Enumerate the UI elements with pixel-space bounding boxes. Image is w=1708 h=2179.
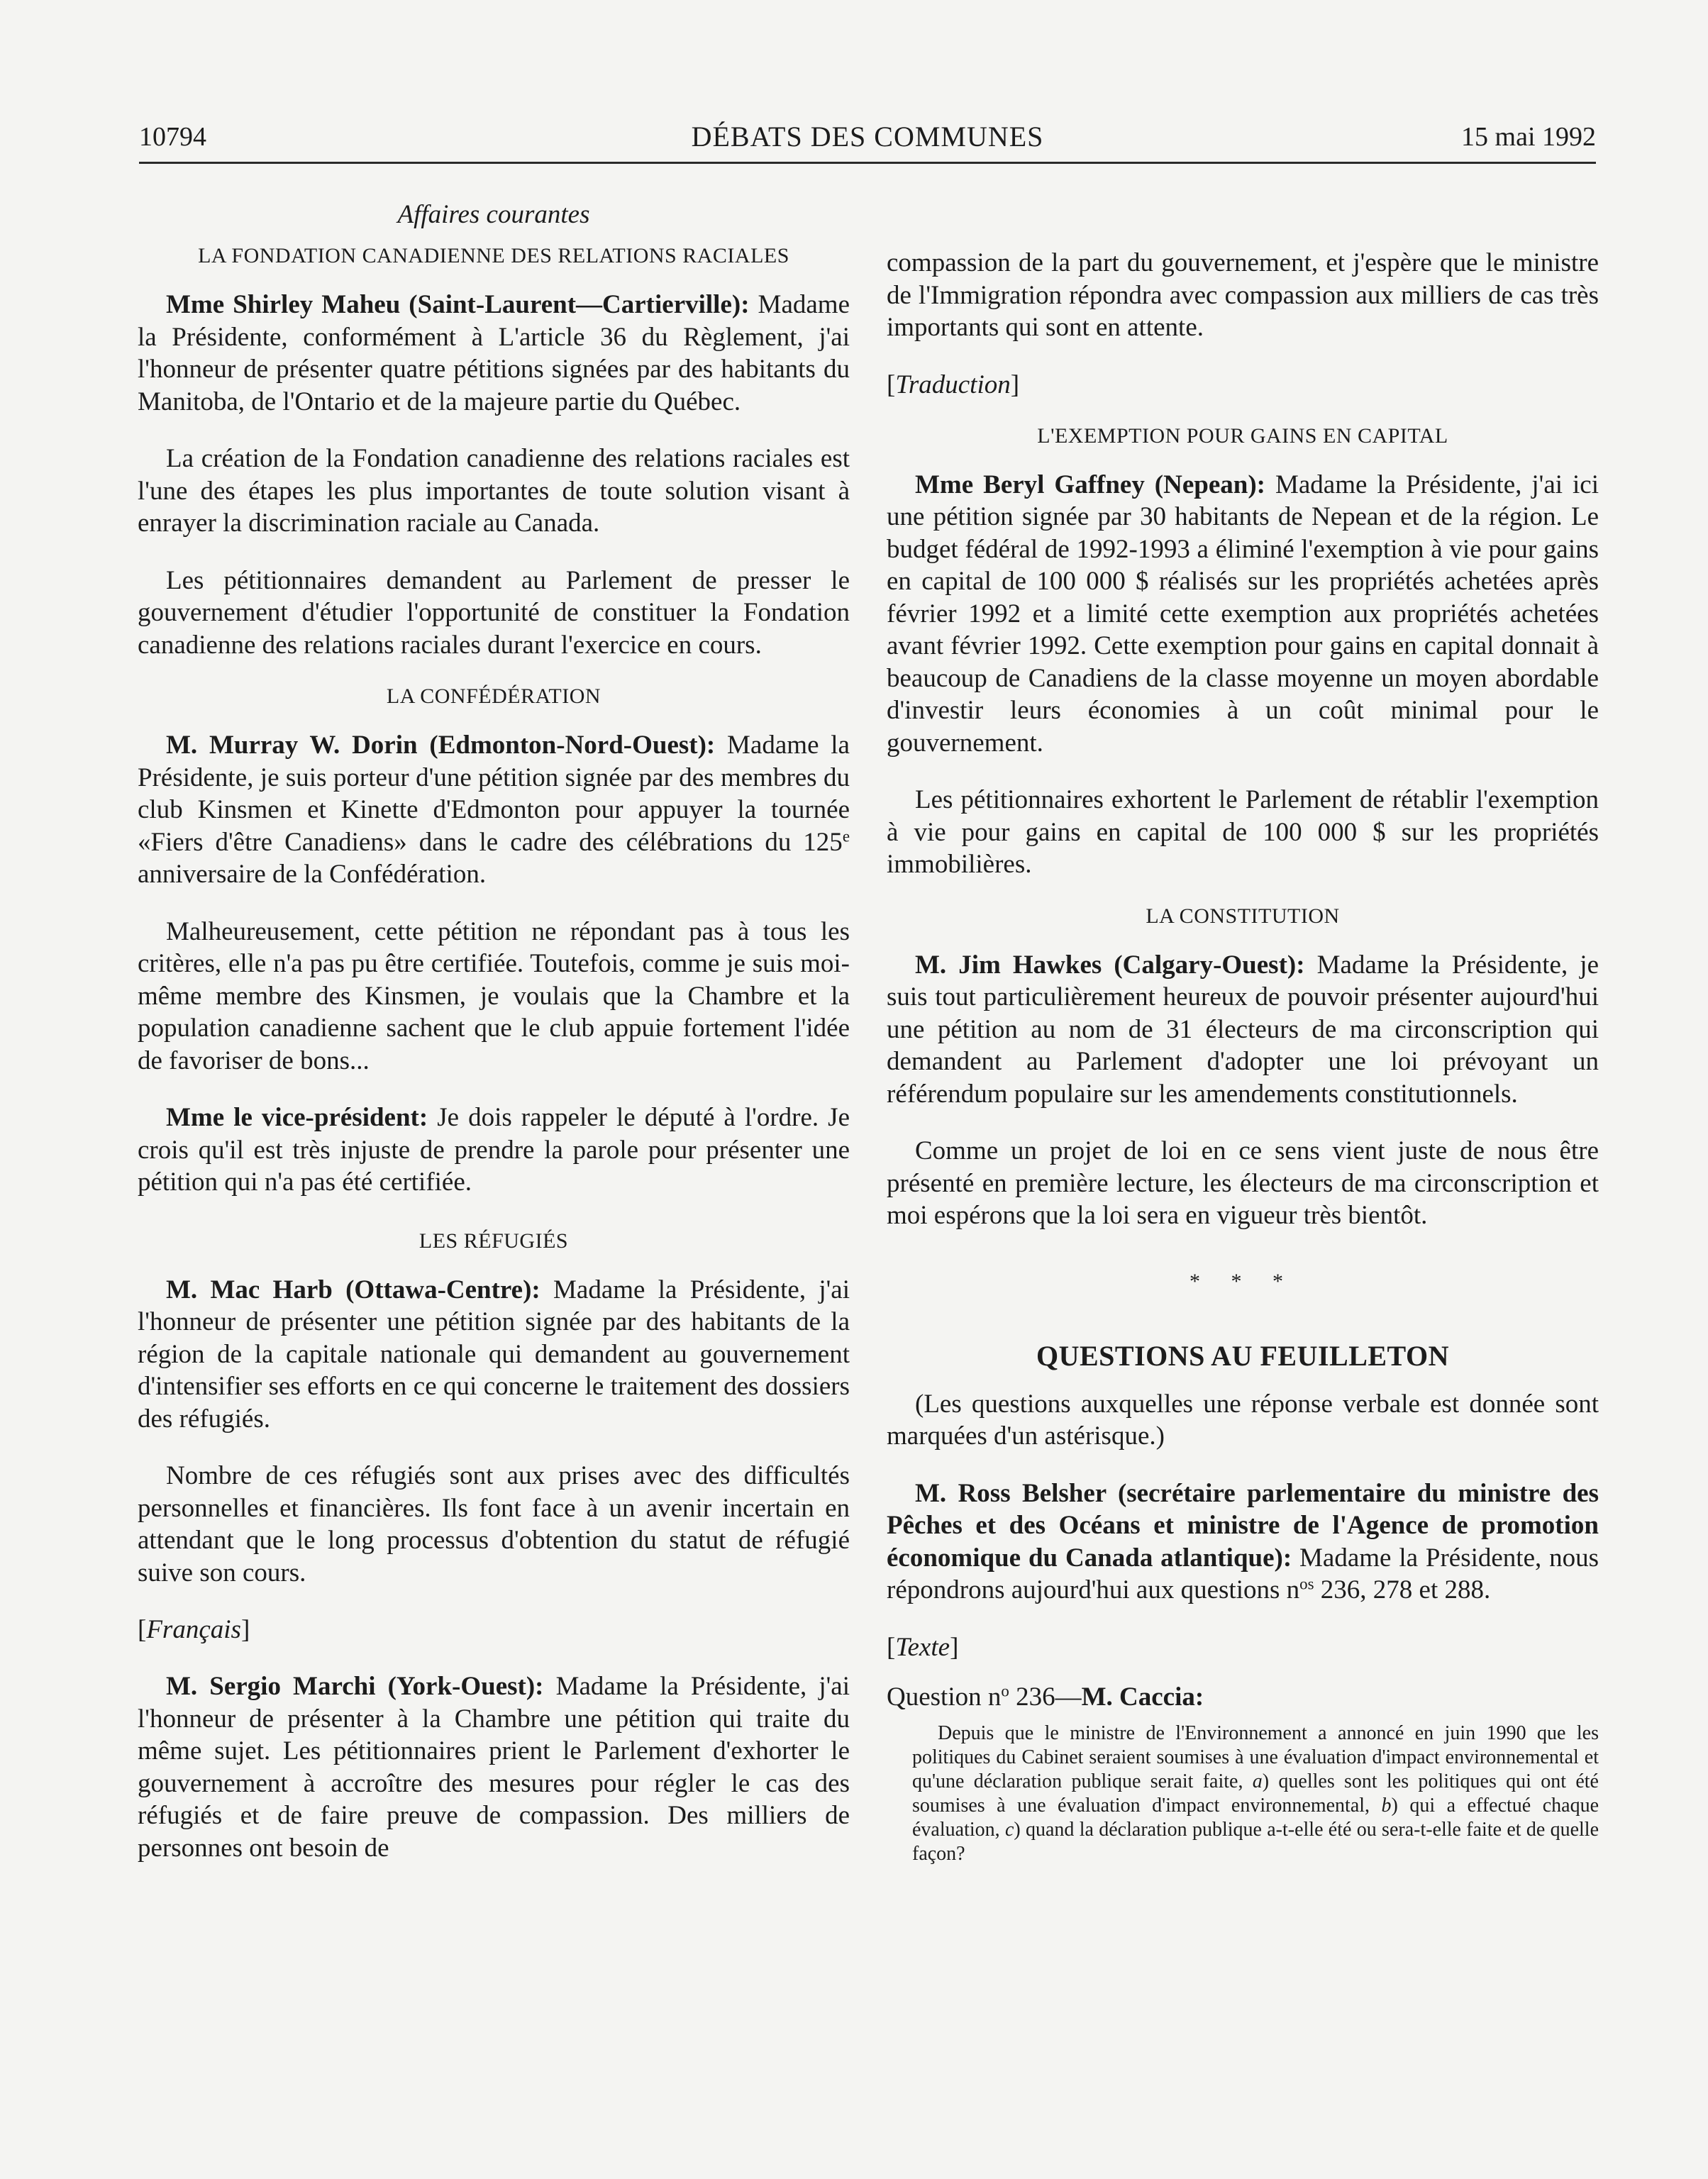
section-separator: * * *	[1190, 1269, 1296, 1293]
speaker-name: Mme le vice-président:	[166, 1103, 428, 1132]
speaker-name: M. Jim Hawkes (Calgary-Ouest):	[915, 950, 1305, 980]
question-heading: Question $n^o$ 236—M. Caccia:	[887, 1681, 1204, 1712]
paragraph-marchi	[138, 1670, 850, 1864]
section-title-affaires-courantes: Affaires courantes	[397, 200, 590, 229]
speech-text: Madame la Présidente, je suis tout particulièrement heureux de pouvoir présenter aujourd'hui une pétition au nom de 31 électeurs de ma circonscription qui demandent au Parlement d'adopter une loi prévoyant un référendum populaire sur les amendements constitutionnels.	[887, 950, 1599, 1109]
paragraph-harb	[138, 1274, 850, 1436]
heading-refugies: LES RÉFUGIÉS	[418, 1229, 569, 1253]
paragraph-belsher	[887, 1477, 1599, 1607]
language-marker-traduction: [Traduction]	[887, 370, 1020, 399]
paragraph-vice-president	[138, 1102, 850, 1199]
paragraph-malheureusement: Malheureusement, cette pétition ne répondant pas à tous les critères, elle n'a pas pu être certifiée. Toutefois, comme je suis moi-même membre des Kinsmen, je voulais que la Chambre et la population canadienne sachent que le club appuie fortement l'idée de favoriser de bons...	[138, 916, 850, 1075]
speaker-name: M. Ross Belsher (secrétaire parlementaire du ministre des Pêches et des Océans et ministre de l'Agence de promotion économique du Canada atlantique):	[887, 1478, 1599, 1573]
speech-text: Je dois rappeler le député à l'ordre. Je crois qu'il est très injuste de prendre la parole pour présenter une pétition qui n'a pas été certifiée.	[138, 1103, 850, 1197]
paragraph-projet-de-loi: Comme un projet de loi en ce sens vient juste de nous être présenté en première lecture, les électeurs de ma circonscription et moi espérons que la loi sera en vigueur très bientôt.	[887, 1136, 1599, 1230]
paragraph-petitionnaires-exemption: Les pétitionnaires exhortent le Parlement de rétablir l'exemption à vie pour gains en capital de 100 000 $ sur les propriétés immobilières.	[887, 785, 1599, 879]
right-column	[887, 247, 1599, 1866]
heading-fondation-canadienne: LA FONDATION CANADIENNE DES RELATIONS RACIALES	[198, 244, 789, 267]
heading-constitution: LA CONSTITUTION	[1146, 904, 1340, 928]
page-number: 10794	[139, 122, 206, 152]
publication-title: DÉBATS DES COMMUNES	[691, 121, 1044, 153]
page-header	[139, 119, 1596, 164]
speech-text: Madame la Présidente, j'ai l'honneur de présenter une pétition signée par des habitants de la région de la capitale nationale qui demandent au gouvernement d'intensifier ses efforts en ce qui concerne le traitement des dossiers des réfugiés.	[138, 1275, 850, 1434]
question-text: Depuis que le ministre de l'Environnement a annoncé en juin 1990 que les politiques du Cabinet seraient soumises à une évaluation d'impact environnemental et qu'une déclaration publique serait faite, a) quelles sont les politiques qui ont été soumises à une évaluation d'impact environnemental, b) qui a effectué chaque évaluation, c) quand la déclaration publique a-t-elle été ou sera-t-elle faite et de quelle façon?	[912, 1721, 1599, 1865]
speaker-name: Mme Beryl Gaffney (Nepean):	[915, 470, 1265, 499]
language-marker-francais: [Français]	[138, 1615, 250, 1644]
speech-text: Madame la Présidente, nous répondrons aujourd'hui aux questions n	[887, 1543, 1599, 1604]
paragraph-gaffney	[887, 469, 1599, 760]
speech-text: Madame la Présidente, j'ai ici une pétition signée par 30 habitants de Nepean et de la région. Le budget fédéral de 1992-1993 a éliminé l'exemption à vie pour gains en capital de 100 000 $ réalisés sur les propriétés achetées après février 1992 et a limité cette exemption aux propriétés achetées avant février 1992. Cette exemption pour gains en capital donnait à beaucoup de Canadiens de la classe moyenne un moyen abordable d'investir leurs économies à un coût minimal pour le gouvernement.	[887, 470, 1599, 758]
heading-questions-au-feuilleton: QUESTIONS AU FEUILLETON	[1036, 1339, 1450, 1372]
heading-confederation: LA CONFÉDÉRATION	[386, 684, 601, 708]
publication-date: 15 mai 1992	[1461, 122, 1596, 152]
paragraph-maheu	[138, 289, 850, 418]
paragraph-dorin	[138, 729, 850, 891]
speaker-name: Mme Shirley Maheu (Saint-Laurent—Cartierville):	[166, 290, 750, 319]
superscript: os	[1299, 1575, 1314, 1593]
language-marker-texte: [Texte]	[887, 1632, 959, 1662]
speech-text: 236, 278 et 288.	[1314, 1575, 1491, 1604]
speaker-name: M. Mac Harb (Ottawa-Centre):	[166, 1275, 540, 1304]
paragraph-questions-note: (Les questions auxquelles une réponse verbale est donnée sont marquées d'un astérisque.)	[887, 1389, 1599, 1451]
speaker-name: M. Murray W. Dorin (Edmonton-Nord-Ouest):	[166, 731, 716, 760]
speaker-name: M. Sergio Marchi (York-Ouest):	[166, 1672, 544, 1701]
paragraph-compassion-continued: compassion de la part du gouvernement, et j'espère que le ministre de l'Immigration répondra avec compassion aux milliers de cas très importants qui sont en attente.	[887, 248, 1599, 342]
heading-exemption-gains-capital: L'EXEMPTION POUR GAINS EN CAPITAL	[1037, 423, 1448, 448]
speech-text: anniversaire de la Confédération.	[138, 860, 487, 889]
left-column	[138, 199, 850, 1864]
superscript: e	[842, 826, 850, 845]
paragraph-fondation-creation: La création de la Fondation canadienne des relations raciales est l'une des étapes les plus importantes de toute solution visant à enrayer la discrimination raciale au Canada.	[138, 444, 850, 538]
paragraph-hawkes	[887, 949, 1599, 1111]
speech-text: Madame la Présidente, j'ai l'honneur de présenter à la Chambre une pétition qui traite du même sujet. Les pétitionnaires prient le Parlement d'exhorter le gouvernement à accroître des mesures pour régler le cas des réfugiés et de faire preuve de compassion. Des milliers de personnes ont besoin de	[138, 1672, 850, 1863]
speech-text: Madame la Présidente, je suis porteur d'une pétition signée par des membres du club Kinsmen et Kinette d'Edmonton pour appuyer la tournée «Fiers d'être Canadiens» dans le cadre des célébrations du 125	[138, 731, 850, 857]
paragraph-refugies-difficultes: Nombre de ces réfugiés sont aux prises avec des difficultés personnelles et financières. Ils font face à un avenir incertain en attendant que le long processus d'obtention du statut de réfugié suive son cours.	[138, 1461, 850, 1587]
paragraph-petitionnaires-fondation: Les pétitionnaires demandent au Parlement de presser le gouvernement d'étudier l'opportunité de constituer la Fondation canadienne des relations raciales durant l'exercice en cours.	[138, 565, 850, 660]
speech-text: Madame la Présidente, conformément à L'article 36 du Règlement, j'ai l'honneur de présenter quatre pétitions signées par des habitants du Manitoba, de l'Ontario et de la majeure partie du Québec.	[138, 290, 850, 416]
